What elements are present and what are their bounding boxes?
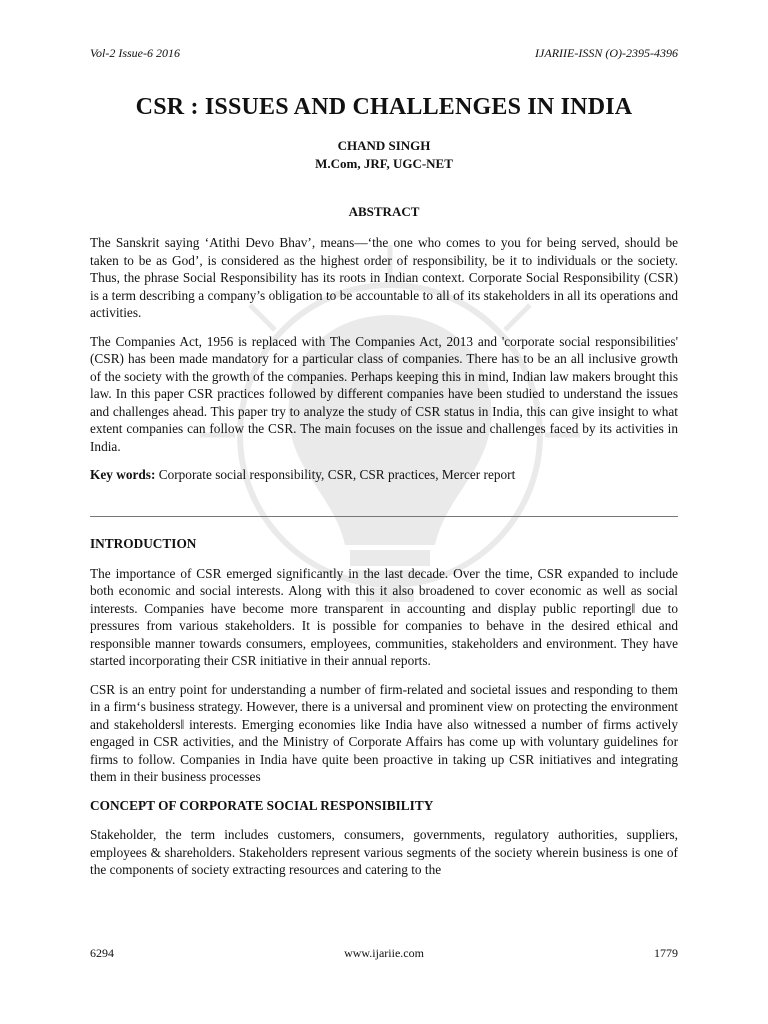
keywords-list: Corporate social responsibility, CSR, CSR practices, Mercer report xyxy=(155,467,516,482)
concept-heading: CONCEPT OF CORPORATE SOCIAL RESPONSIBILITY xyxy=(90,797,434,813)
author-name: CHAND SINGH xyxy=(337,138,431,153)
introduction-heading: INTRODUCTION xyxy=(90,536,197,551)
main-body xyxy=(90,535,678,890)
section-divider xyxy=(90,516,678,517)
concept-paragraph: Stakeholder, the term includes customers, consumers, governments, regulatory authorities, suppliers, employees & shareholders. Stakeholders represent various segments of the society wherein business is one of the components of society extracting resources and catering to the xyxy=(90,827,678,877)
author-qualifications: M.Com, JRF, UGC-NET xyxy=(315,156,453,171)
keywords xyxy=(90,466,678,484)
abstract-paragraph: The Companies Act, 1956 is replaced with The Companies Act, 2013 and 'corporate social responsibilities' (CSR) has been made mandatory for a particular class of companies. There has to be an all inclusive growth of the society with the growth of the companies. Perhaps keeping this in mind, Indian law makers brought this law. In this paper CSR practices followed by different companies have been studied to understand the issues and challenges ahead. This paper try to analyze the study of CSR status in India, this can give insight to what extent companies can follow the CSR. The main focuses on the issue and challenges faced by its activities in India. xyxy=(90,333,678,454)
page-footer xyxy=(90,946,678,961)
journal-volume-issue: Vol-2 Issue-6 2016 xyxy=(90,46,180,60)
paper-title: CSR : ISSUES AND CHALLENGES IN INDIA xyxy=(135,94,633,120)
running-header xyxy=(90,46,678,61)
introduction-paragraph: CSR is an entry point for understanding a number of firm-related and societal issues and responding to them in a firm‘s business strategy. However, there is a universal and prominent view on protecting the environment and stakeholders‖ interests. Emerging economies like India have also witnessed a number of firms actively engaged in CSR activities, and the Ministry of Corporate Affairs has come up with voluntary guidelines for firms to follow. Companies in India have quite been proactive in taking up CSR initiatives and integrating them in their business processes xyxy=(90,681,678,784)
page-number: 1779 xyxy=(654,946,678,960)
abstract-heading: ABSTRACT xyxy=(348,204,420,219)
keywords-label: Key words: xyxy=(90,467,156,482)
introduction-paragraph: The importance of CSR emerged significantly in the last decade. Over the time, CSR expanded to include both economic and social interests. Along with this it also broadened to cover economic as well as social interests. Companies have become more transparent in accounting and display public reporting‖ due to pressures from various stakeholders. It is possible for companies to behave in the desired ethical and responsible manner towards consumers, employees, communities, stakeholders and environment. They have started incorporating their CSR initiative in their annual reports. xyxy=(90,565,678,668)
abstract-paragraph: The Sanskrit saying ‘Atithi Devo Bhav’, means—‘the one who comes to you for being served, should be taken to be as God’, is considered as the highest order of responsibility, be it to individuals or the society. Thus, the phrase Social Responsibility has its roots in Indian context. Corporate Social Responsibility (CSR) is a term describing a company’s obligation to be accountable to all of its stakeholders in all its operations and activities. xyxy=(90,235,678,320)
footer-paper-id: 6294 xyxy=(90,946,114,960)
footer-website: www.ijariie.com xyxy=(344,946,424,960)
abstract-body xyxy=(90,234,678,495)
journal-issn: IJARIIE-ISSN (O)-2395-4396 xyxy=(535,46,678,60)
